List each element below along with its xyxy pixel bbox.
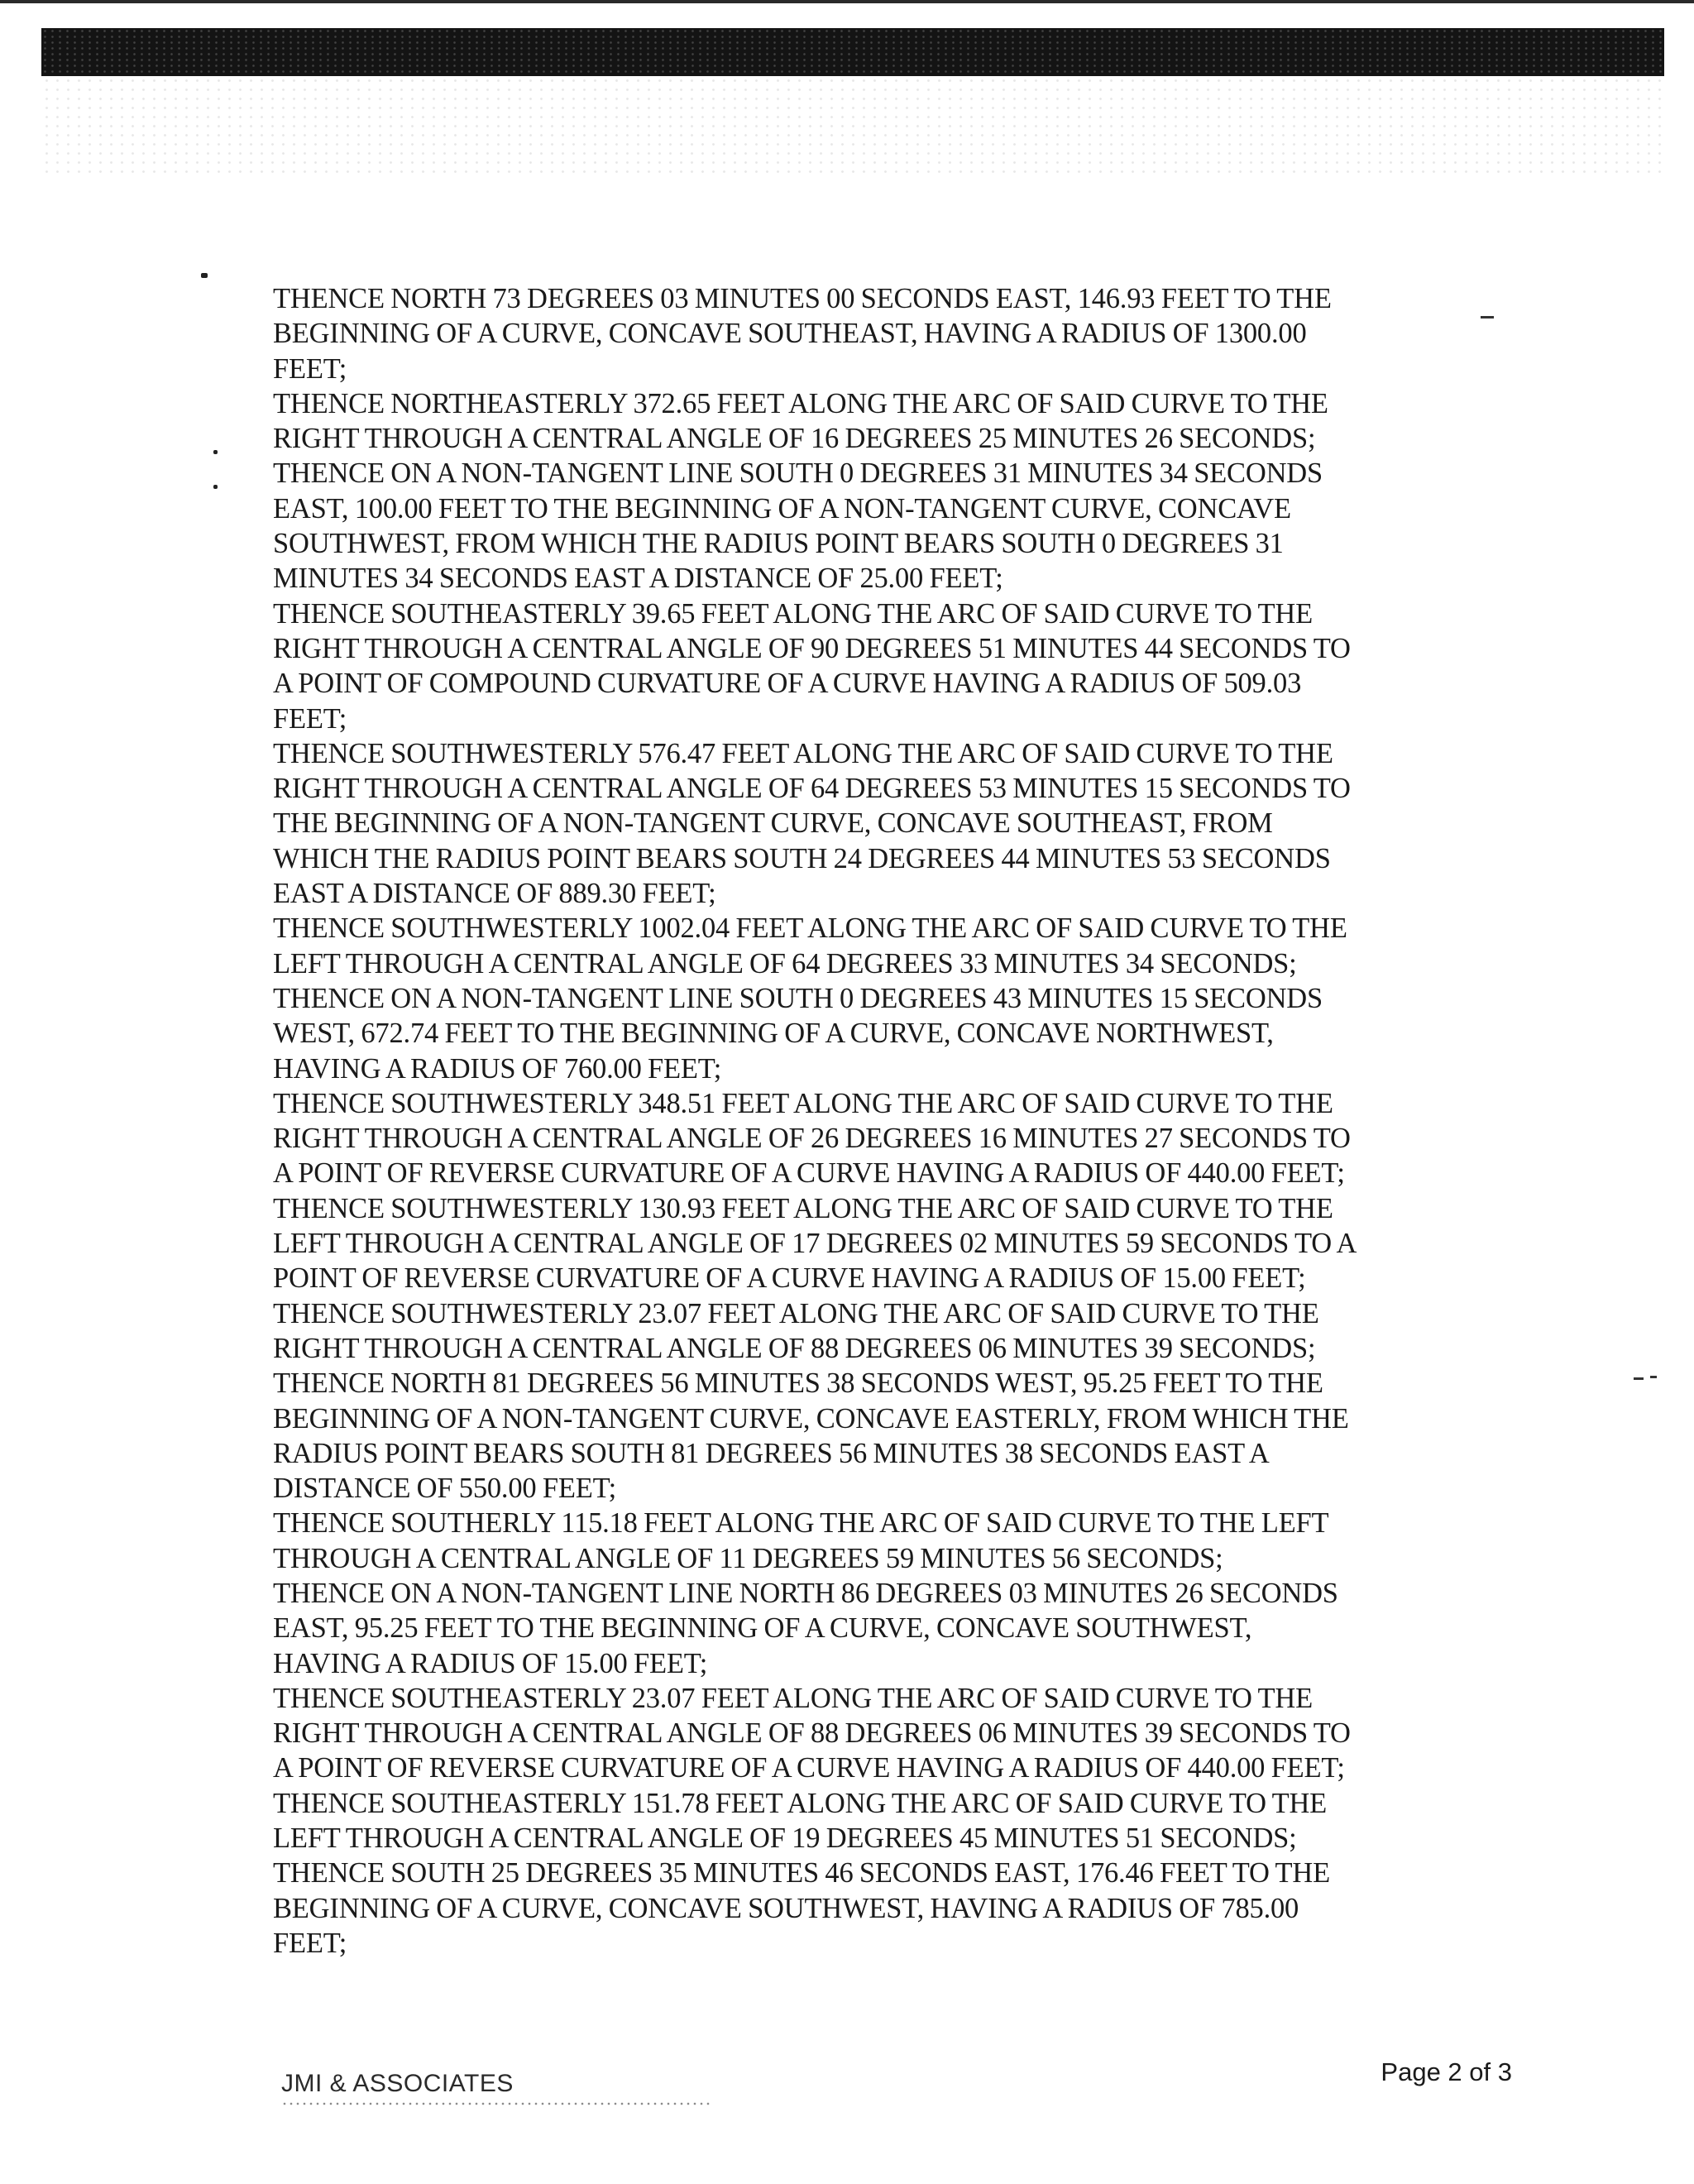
description-line: EAST, 95.25 FEET TO THE BEGINNING OF A CURVE, CONCAVE SOUTHWEST,: [273, 1612, 1252, 1645]
margin-mark: [213, 450, 218, 454]
fax-header-bar: [41, 28, 1664, 76]
description-line: THROUGH A CENTRAL ANGLE OF 11 DEGREES 59 MINUTES 56 SECONDS;: [273, 1542, 1223, 1574]
margin-mark: [1634, 1377, 1644, 1380]
description-line: THENCE SOUTHEASTERLY 151.78 FEET ALONG THE ARC OF SAID CURVE TO THE: [273, 1787, 1328, 1819]
margin-mark: [1650, 1376, 1657, 1378]
description-line: THENCE SOUTH 25 DEGREES 35 MINUTES 46 SECONDS EAST, 176.46 FEET TO THE: [273, 1857, 1331, 1889]
description-line: LEFT THROUGH A CENTRAL ANGLE OF 64 DEGREES 33 MINUTES 34 SECONDS;: [273, 947, 1297, 979]
description-line: A POINT OF REVERSE CURVATURE OF A CURVE HAVING A RADIUS OF 440.00 FEET;: [273, 1752, 1345, 1784]
description-line: BEGINNING OF A CURVE, CONCAVE SOUTHWEST, HAVING A RADIUS OF 785.00: [273, 1892, 1299, 1924]
description-line: POINT OF REVERSE CURVATURE OF A CURVE HAVING A RADIUS OF 15.00 FEET;: [273, 1262, 1306, 1295]
description-line: HAVING A RADIUS OF 15.00 FEET;: [273, 1647, 708, 1679]
description-line: THENCE SOUTHWESTERLY 576.47 FEET ALONG THE ARC OF SAID CURVE TO THE: [273, 737, 1333, 769]
description-line: THE BEGINNING OF A NON-TANGENT CURVE, CONCAVE SOUTHEAST, FROM: [273, 807, 1273, 840]
footer-company-name: JMI & ASSOCIATES: [281, 2070, 514, 2097]
description-line: RIGHT THROUGH A CENTRAL ANGLE OF 90 DEGREES 51 MINUTES 44 SECONDS TO: [273, 632, 1351, 664]
description-line: THENCE SOUTHWESTERLY 348.51 FEET ALONG THE ARC OF SAID CURVE TO THE: [273, 1087, 1333, 1119]
description-line: BEGINNING OF A NON-TANGENT CURVE, CONCAVE EASTERLY, FROM WHICH THE: [273, 1402, 1349, 1434]
description-line: A POINT OF COMPOUND CURVATURE OF A CURVE HAVING A RADIUS OF 509.03: [273, 668, 1302, 700]
description-line: THENCE NORTH 73 DEGREES 03 MINUTES 00 SECONDS EAST, 146.93 FEET TO THE: [273, 283, 1332, 314]
description-line: EAST, 100.00 FEET TO THE BEGINNING OF A NON-TANGENT CURVE, CONCAVE: [273, 492, 1291, 524]
description-line: WHICH THE RADIUS POINT BEARS SOUTH 24 DEGREES 44 MINUTES 53 SECONDS: [273, 842, 1331, 874]
description-line: RIGHT THROUGH A CENTRAL ANGLE OF 88 DEGREES 06 MINUTES 39 SECONDS;: [273, 1332, 1316, 1364]
margin-mark: [213, 485, 218, 489]
description-line: THENCE ON A NON-TANGENT LINE SOUTH 0 DEGREES 31 MINUTES 34 SECONDS: [273, 457, 1323, 490]
description-line: FEET;: [273, 1927, 347, 1959]
description-line: RIGHT THROUGH A CENTRAL ANGLE OF 88 DEGREES 06 MINUTES 39 SECONDS TO: [273, 1717, 1351, 1750]
description-line: WEST, 672.74 FEET TO THE BEGINNING OF A CURVE, CONCAVE NORTHWEST,: [273, 1018, 1274, 1050]
description-line: THENCE ON A NON-TANGENT LINE NORTH 86 DEGREES 03 MINUTES 26 SECONDS: [273, 1577, 1338, 1609]
description-line: HAVING A RADIUS OF 760.00 FEET;: [273, 1052, 722, 1085]
margin-mark: [201, 273, 208, 278]
description-line: EAST A DISTANCE OF 889.30 FEET;: [273, 878, 716, 910]
footer-file-path-illegible: [281, 2101, 711, 2106]
description-line: MINUTES 34 SECONDS EAST A DISTANCE OF 25.00 FEET;: [273, 563, 1003, 595]
description-line: THENCE NORTHEASTERLY 372.65 FEET ALONG THE ARC OF SAID CURVE TO THE: [273, 387, 1328, 419]
description-line: THENCE SOUTHWESTERLY 1002.04 FEET ALONG THE ARC OF SAID CURVE TO THE: [273, 912, 1347, 945]
footer-page-number: Page 2 of 3: [1381, 2057, 1512, 2086]
description-line: THENCE NORTH 81 DEGREES 56 MINUTES 38 SECONDS WEST, 95.25 FEET TO THE: [273, 1367, 1323, 1400]
description-line: THENCE SOUTHWESTERLY 130.93 FEET ALONG THE ARC OF SAID CURVE TO THE: [273, 1192, 1333, 1224]
description-line: RIGHT THROUGH A CENTRAL ANGLE OF 26 DEGREES 16 MINUTES 27 SECONDS TO: [273, 1123, 1351, 1155]
description-line: BEGINNING OF A CURVE, CONCAVE SOUTHEAST, HAVING A RADIUS OF 1300.00: [273, 318, 1307, 350]
legal-description-body: [273, 281, 1514, 1961]
description-line: RADIUS POINT BEARS SOUTH 81 DEGREES 56 MINUTES 38 SECONDS EAST A: [273, 1437, 1270, 1469]
top-border-rule: [0, 0, 1694, 3]
description-line: LEFT THROUGH A CENTRAL ANGLE OF 17 DEGREES 02 MINUTES 59 SECONDS TO A: [273, 1228, 1357, 1260]
description-line: FEET;: [273, 702, 347, 735]
description-line: THENCE SOUTHEASTERLY 23.07 FEET ALONG THE ARC OF SAID CURVE TO THE: [273, 1682, 1314, 1714]
description-line: FEET;: [273, 352, 347, 385]
description-line: THENCE SOUTHERLY 115.18 FEET ALONG THE ARC OF SAID CURVE TO THE LEFT: [273, 1507, 1329, 1540]
description-line: THENCE SOUTHEASTERLY 39.65 FEET ALONG THE ARC OF SAID CURVE TO THE: [273, 597, 1314, 630]
description-line: SOUTHWEST, FROM WHICH THE RADIUS POINT BEARS SOUTH 0 DEGREES 31: [273, 528, 1284, 560]
description-line: THENCE ON A NON-TANGENT LINE SOUTH 0 DEGREES 43 MINUTES 15 SECONDS: [273, 982, 1323, 1014]
description-line: DISTANCE OF 550.00 FEET;: [273, 1473, 616, 1505]
fax-header-noise: [41, 28, 1664, 76]
description-line: RIGHT THROUGH A CENTRAL ANGLE OF 16 DEGREES 25 MINUTES 26 SECONDS;: [273, 423, 1316, 455]
scan-noise-band: [41, 76, 1664, 175]
description-line: THENCE SOUTHWESTERLY 23.07 FEET ALONG THE ARC OF SAID CURVE TO THE: [273, 1297, 1319, 1329]
description-line: LEFT THROUGH A CENTRAL ANGLE OF 19 DEGREES 45 MINUTES 51 SECONDS;: [273, 1822, 1297, 1855]
description-line: A POINT OF REVERSE CURVATURE OF A CURVE HAVING A RADIUS OF 440.00 FEET;: [273, 1157, 1345, 1190]
description-line: RIGHT THROUGH A CENTRAL ANGLE OF 64 DEGREES 53 MINUTES 15 SECONDS TO: [273, 773, 1351, 805]
